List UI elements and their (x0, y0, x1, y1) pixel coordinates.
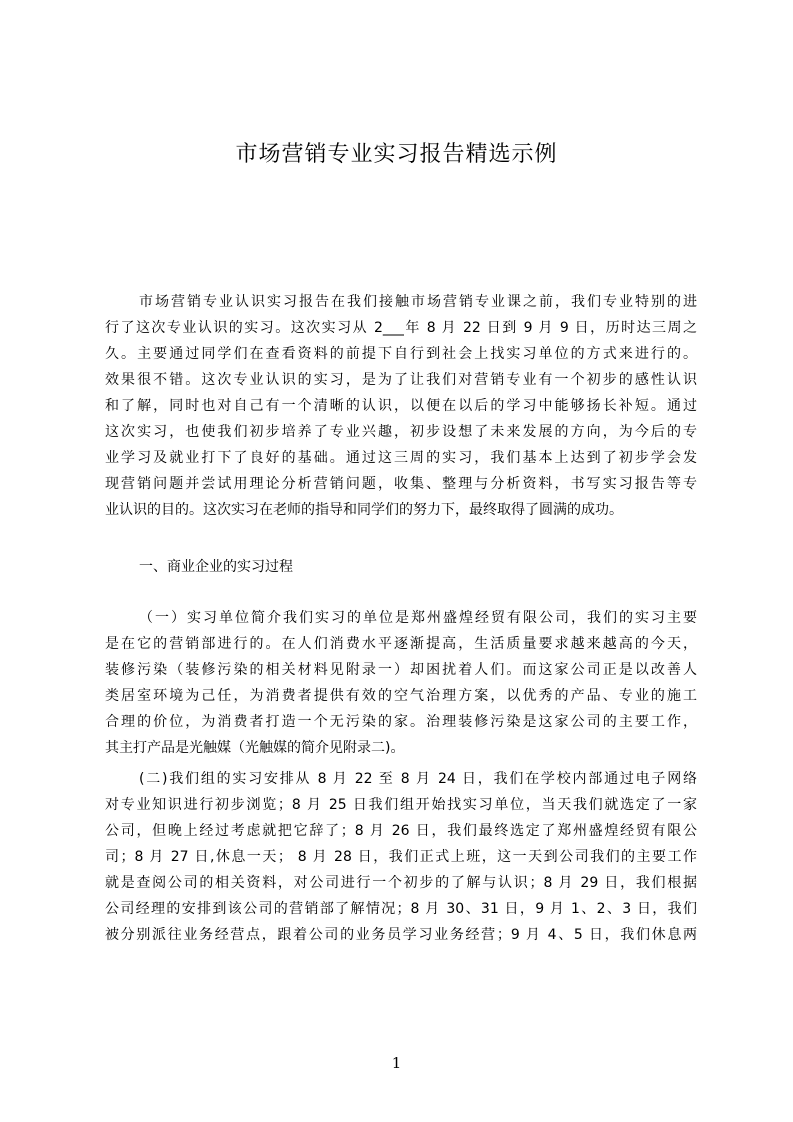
document-title: 市场营销专业实习报告精选示例 (235, 142, 558, 167)
text-line: (二)我们组的实习安排从 8 月 22 至 8 月 24 日，我们在学校内部通过电子网络 (139, 771, 697, 787)
text-line: 效果很不错。这次专业认识的实习，是为了让我们对营销专业有一个初步的感性认识 (105, 372, 697, 388)
text-line: 业认识的目的。这次实习在老师的指导和同学们的努力下，最终取得了圆满的成功。 (105, 502, 623, 518)
text-line: 是在它的营销部进行的。在人们消费水平逐渐提高，生活质量要求越来越高的今天， (105, 636, 697, 652)
text-line: 司；8 月 27 日,休息一天； 8 月 28 日，我们正式上班，这一天到公司我们的主要工作 (105, 849, 697, 865)
text-line: 久。主要通过同学们在查看资料的前提下自行到社会上找实习单位的方式来进行的。 (105, 346, 697, 362)
text-line: 公司，但晚上经过考虑就把它辞了；8 月 26 日，我们最终选定了郑州盛煌经贸有限公 (105, 823, 697, 839)
section-heading: 一、商业企业的实习过程 (139, 559, 293, 575)
text-line: 行了这次专业认识的实习。这次实习从 2___年 8 月 22 日到 9 月 9 日，历时达三周之 (105, 320, 697, 336)
text-line: 对专业知识进行初步浏览；8 月 25 日我们组开始找实习单位，当天我们就选定了一家 (105, 797, 697, 813)
text-line: 装修污染（装修污染的相关材料见附录一）却困扰着人们。而这家公司正是以改善人 (105, 662, 697, 678)
text-line: 和了解，同时也对自己有一个清晰的认识，以便在以后的学习中能够扬长补短。通过 (105, 398, 697, 414)
text-line: 被分别派往业务经营点，跟着公司的业务员学习业务经营；9 月 4、5 日，我们休息两 (105, 927, 697, 943)
page-number: 1 (391, 1054, 402, 1072)
text-line: 这次实习，也使我们初步培养了专业兴趣，初步设想了未来发展的方向，为今后的专 (105, 424, 697, 440)
paragraph-intro (105, 289, 697, 523)
paragraph-schedule (105, 766, 697, 948)
text-line: 合理的价位，为消费者打造一个无污染的家。治理装修污染是这家公司的主要工作， (105, 714, 697, 730)
text-line: 公司经理的安排到该公司的营销部了解情况；8 月 30、31 日，9 月 1、2、3 日，我们 (105, 901, 697, 917)
text-line: 市场营销专业认识实习报告在我们接触市场营销专业课之前，我们专业特别的进 (139, 294, 697, 310)
text-line: 其主打产品是光触媒（光触媒的简介见附录二)。 (105, 740, 405, 756)
text-line: 类居室环境为己任，为消费者提供有效的空气治理方案，以优秀的产品、专业的施工 (105, 688, 697, 704)
text-line: 业学习及就业打下了良好的基础。通过这三周的实习，我们基本上达到了初步学会发 (105, 450, 697, 466)
text-line: 现营销问题并尝试用理论分析营销问题，收集、整理与分析资料，书写实习报告等专 (105, 476, 697, 492)
paragraph-company-intro (105, 605, 697, 761)
text-line: 就是查阅公司的相关资料，对公司进行一个初步的了解与认识；8 月 29 日，我们根据 (105, 875, 697, 891)
text-line: （一）实习单位简介我们实习的单位是郑州盛煌经贸有限公司，我们的实习主要 (139, 610, 697, 626)
